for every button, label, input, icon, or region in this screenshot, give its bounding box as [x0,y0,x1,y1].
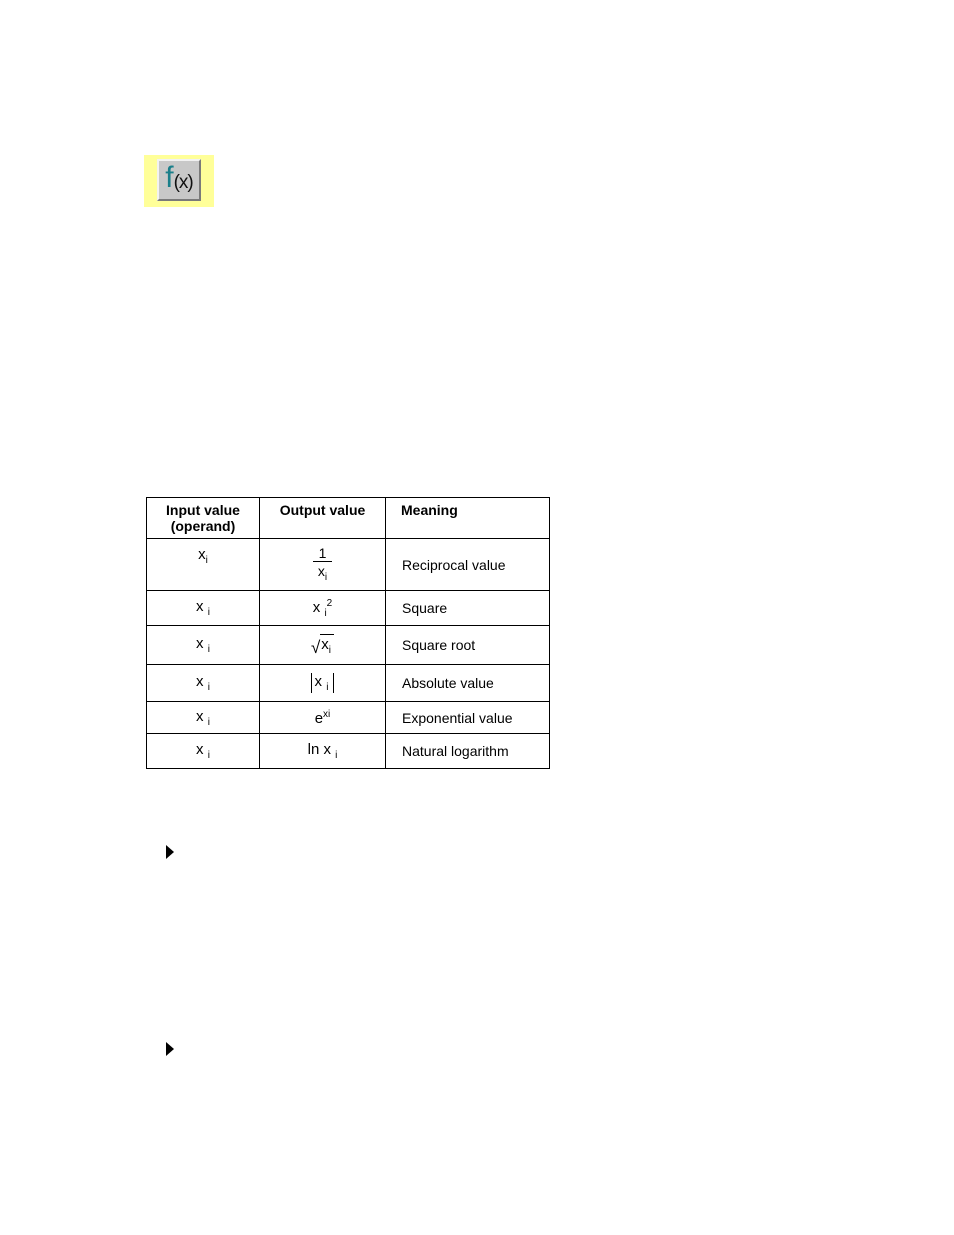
meaning-cell: Reciprocal value [386,539,550,591]
output-sub: i [326,682,329,693]
input-cell [147,702,260,734]
radicand [320,634,334,656]
table-row [147,626,550,665]
header-meaning: Meaning [386,498,550,539]
input-sub: i [207,644,210,655]
meaning-cell: Absolute value [386,665,550,702]
output-base: x [323,741,331,758]
output-sub: i [324,607,327,619]
output-base: x [321,635,329,653]
fraction-denominator [318,562,327,585]
output-cell [260,702,386,734]
meaning-cell: Square root [386,626,550,665]
input-sub: i [207,716,210,728]
meaning-cell: Natural logarithm [386,734,550,769]
output-base: e [314,709,324,727]
fx-letter: f [165,161,174,194]
function-fx-icon[interactable] [157,159,201,201]
square-root-symbol [311,634,334,656]
output-prefix: ln [307,741,320,758]
input-base: x [196,741,204,758]
header-input-value [147,498,260,539]
input-sub: i [207,607,210,618]
output-sub: i [328,644,332,656]
input-base: x [196,707,204,725]
output-cell [260,539,386,591]
bullet-arrow-icon [166,845,174,859]
input-base: x [196,635,204,652]
output-sup: xi [323,708,331,720]
den-base: x [317,562,325,579]
output-cell [260,665,386,702]
output-sup: 2 [326,597,333,609]
output-cell [260,734,386,769]
meaning-cell: Exponential value [386,702,550,734]
input-sub: i [207,750,210,761]
output-base: x [314,673,323,690]
table-row [147,734,550,769]
table-row [147,539,550,591]
output-base: x [312,598,321,616]
input-cell [147,665,260,702]
input-cell [147,539,260,591]
table-header-row [147,498,550,539]
den-sub: i [324,571,328,583]
meaning-cell: Square [386,591,550,626]
fx-icon-highlight [144,155,214,207]
output-cell [260,626,386,665]
fx-argument: (x) [173,171,193,193]
input-cell [147,591,260,626]
input-sub: i [205,555,208,566]
output-cell [260,591,386,626]
bullet-arrow-icon [166,1042,174,1056]
output-sub: i [335,750,338,761]
input-base: x [196,673,204,690]
table-row [147,591,550,626]
table-row [147,702,550,734]
reciprocal-fraction [313,546,333,585]
fraction-numerator: 1 [313,546,333,562]
radical-sign-icon: √ [310,637,321,657]
header-input-label: Input value (operand) [166,502,240,534]
absolute-value-bars [311,673,335,693]
input-base: x [198,546,206,563]
input-base: x [196,598,204,615]
operations-table [146,497,550,769]
header-output-value: Output value [260,498,386,539]
input-cell [147,626,260,665]
input-sub: i [207,682,210,693]
table-row [147,665,550,702]
input-cell [147,734,260,769]
